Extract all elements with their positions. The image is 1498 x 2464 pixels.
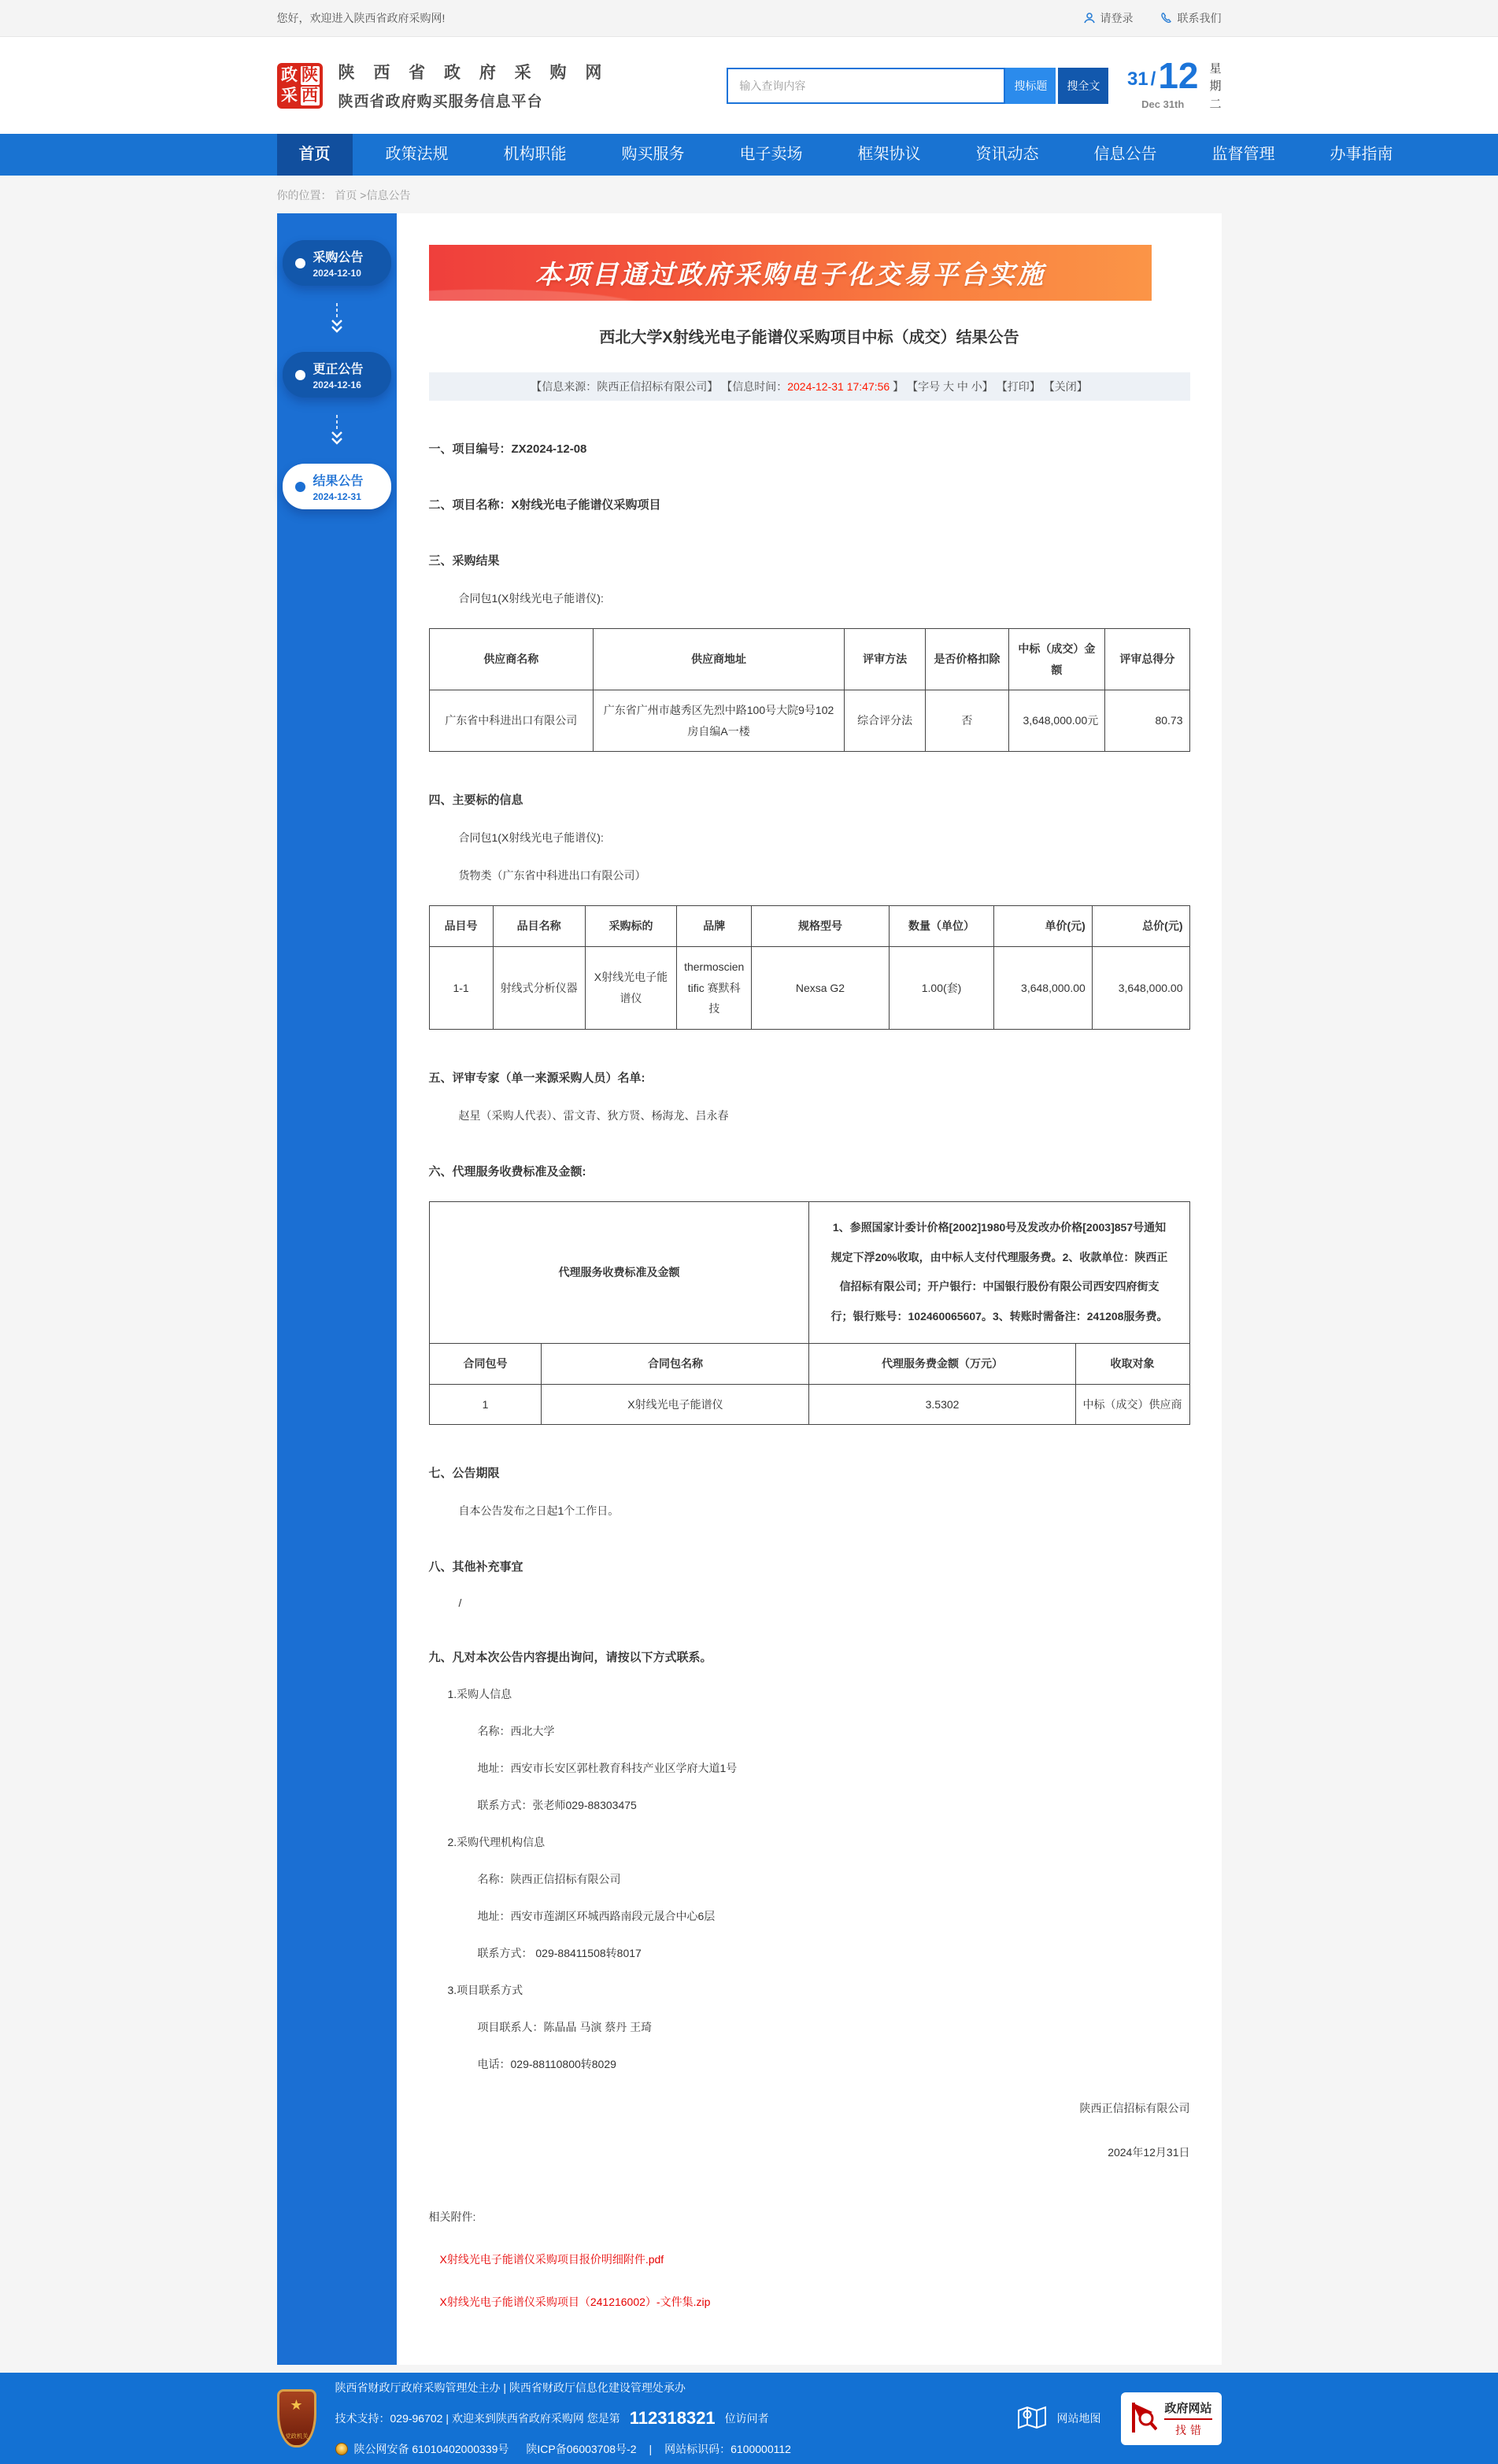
site-code: 网站标识码：6100000112: [664, 2443, 791, 2456]
table-header-row: 供应商名称 供应商地址 评审方法 是否价格扣除 中标（成交）金额 评审总得分: [429, 629, 1189, 690]
sidebar-item-correction-notice[interactable]: 更正公告 2024-12-16: [283, 352, 391, 398]
timeline-arrow-icon: [277, 286, 397, 352]
flag-magnifier-icon: [1130, 2401, 1157, 2436]
login-link[interactable]: 请登录: [1083, 10, 1134, 26]
site-name: 陕 西 省 政 府 采 购 网: [338, 64, 609, 82]
contact-line: 联系方式： 029-88411508转8017: [477, 1947, 642, 1960]
platform-banner: [429, 245, 1152, 301]
site-footer: [0, 2373, 1498, 2464]
site-titles: [338, 60, 609, 111]
table-row: 1 X射线光电子能谱仪 3.5302 中标（成交）供应商: [429, 1384, 1189, 1425]
date-day: 31: [1126, 68, 1148, 90]
section-2-heading: 二、项目名称：X射线光电子能谱仪采购项目: [428, 498, 661, 512]
police-badge-icon: [335, 2443, 348, 2455]
section-6-heading: 六、代理服务收费标准及金额:: [428, 1164, 586, 1178]
contact-link[interactable]: 联系我们: [1160, 10, 1222, 26]
logo-char: 政: [281, 66, 298, 84]
contact-line: 名称：陕西正信招标有限公司: [477, 1873, 621, 1886]
site-logo[interactable]: [277, 63, 323, 109]
nav-item-announcements[interactable]: 信息公告: [1093, 146, 1157, 163]
main-nav: [0, 134, 1498, 176]
timeline-dot: [295, 370, 305, 380]
nav-item-e-market[interactable]: 电子卖场: [739, 146, 803, 163]
contact-line: 联系方式：张老师029-88303475: [477, 1799, 637, 1812]
contact-line: 地址：西安市莲湖区环城西路南段元晟合中心6层: [477, 1910, 716, 1923]
section-1-heading: 一、项目编号：ZX2024-12-08: [428, 442, 587, 456]
search-fulltext-button[interactable]: 搜全文: [1058, 68, 1108, 104]
logo-char: 陕: [301, 66, 318, 84]
experts-list: 赵星（采购人代表）、雷文青、狄方贤、杨海龙、吕永春: [458, 1108, 729, 1122]
government-emblem-icon: ★ 党政机关: [277, 2389, 316, 2447]
breadcrumb: 你的位置： 首页 >信息公告: [276, 189, 411, 202]
contact-line: 名称：西北大学: [477, 1725, 555, 1738]
close-button[interactable]: 【关闭】: [1043, 380, 1088, 393]
section-7-heading: 七、公告期限: [428, 1467, 500, 1481]
banner-text: 本项目通过政府采购电子化交易平台实施: [534, 260, 1045, 289]
signature-date: 2024年12月31日: [1108, 2146, 1190, 2159]
find-error-badge[interactable]: 政府网站 找错: [1121, 2392, 1221, 2445]
search-title-button[interactable]: 搜标题: [1005, 68, 1056, 104]
date-block: 31 / 12 Dec 31th 星期二: [1127, 57, 1222, 114]
footer-text: [335, 2380, 791, 2457]
topbar-links: [1083, 10, 1222, 26]
map-icon: [1017, 2404, 1047, 2433]
nav-item-policies[interactable]: 政策法规: [385, 146, 449, 163]
nav-item-guide[interactable]: 办事指南: [1330, 146, 1393, 163]
meta-time: 【信息时间：2024-12-31 17:47:56 】: [721, 380, 904, 393]
welcome-text: 您好，欢迎进入陕西省政府采购网!: [276, 12, 446, 24]
footer-line-support: 技术支持：029-96702 | 欢迎来到陕西省政府采购网 您是第 112318321 位访问者: [335, 2408, 769, 2429]
contact-line: 2.采购代理机构信息: [447, 1836, 546, 1849]
breadcrumb-home-link[interactable]: 首页: [335, 189, 357, 202]
sidebar-item-result-notice[interactable]: 结果公告 2024-12-31: [283, 464, 391, 509]
article-main: [397, 213, 1222, 2365]
table-header-row: 品目号 品目名称 采购标的 品牌 规格型号 数量（单位） 单价(元) 总价(元): [429, 906, 1189, 947]
font-size-control[interactable]: 【字号 大 中 小】: [907, 380, 993, 393]
nav-item-purchase-services[interactable]: 购买服务: [621, 146, 685, 163]
nav-item-home[interactable]: 首页: [277, 134, 353, 176]
meta-bar: [429, 372, 1190, 401]
contact-line: 电话：029-88110800转8029: [477, 2058, 616, 2071]
site-subtitle: 陕西省政府购买服务信息平台: [338, 94, 543, 110]
nav-item-supervision[interactable]: 监督管理: [1211, 146, 1275, 163]
timeline-dot: [295, 482, 305, 492]
fee-standard-row: 代理服务收费标准及金额 1、参照国家计委计价格[2002]1980号及发改办价格[2003]857号通知规定下浮20%收取，由中标人支付代理服务费。2、收款单位：陕西正信招标有限公司；开户银行：中国银行股份有限公司西安四府街支行；银行账号：102460065607。3、转账时需备注：241208服务费。: [429, 1201, 1189, 1343]
attachment-zip-link[interactable]: X射线光电子能谱仪采购项目（241216002）-文件集.zip: [439, 2296, 711, 2309]
section-3-heading: 三、采购结果: [428, 554, 500, 568]
section-8-heading: 八、其他补充事宜: [428, 1560, 523, 1574]
nav-item-news[interactable]: 资讯动态: [975, 146, 1039, 163]
visitor-count: 112318321: [629, 2408, 716, 2429]
phone-icon: [1160, 12, 1173, 24]
section-5-heading: 五、评审专家（单一来源采购人员）名单:: [428, 1071, 645, 1085]
meta-source: 【信息来源：陕西正信招标有限公司】: [531, 380, 719, 393]
date-month: 12: [1158, 54, 1199, 96]
result-table: [429, 628, 1190, 752]
site-header: [0, 37, 1498, 134]
breadcrumb-current[interactable]: 信息公告: [366, 189, 411, 202]
topbar: [0, 0, 1498, 37]
announcement-title: 西北大学X射线光电子能谱仪采购项目中标（成交）结果公告: [599, 329, 1019, 346]
fee-table: [429, 1201, 1190, 1425]
section-4-heading: 四、主要标的信息: [428, 794, 523, 808]
contract-package-line: 合同包1(X射线光电子能谱仪):: [458, 831, 604, 845]
search-input[interactable]: [727, 68, 1005, 104]
search-area: [727, 68, 1108, 104]
logo-char: 西: [301, 87, 318, 105]
sidebar-item-procurement-notice[interactable]: 采购公告 2024-12-10: [283, 240, 391, 286]
table-row: 1-1 射线式分析仪器 X射线光电子能谱仪 thermoscientific 赛默科技 Nexsa G2 1.00(套) 3,648,000.00 3,648,000.00: [429, 946, 1189, 1029]
sitemap-link[interactable]: 网站地图: [1017, 2404, 1100, 2433]
timeline-arrow-icon: [277, 398, 397, 464]
contract-package-line: 合同包1(X射线光电子能谱仪):: [458, 592, 604, 605]
nav-item-framework[interactable]: 框架协议: [857, 146, 921, 163]
contact-line: 项目联系人：陈晶晶 马演 蔡丹 王琦: [477, 2021, 653, 2034]
items-table: [429, 905, 1190, 1029]
attachment-pdf-link[interactable]: X射线光电子能谱仪采购项目报价明细附件.pdf: [439, 2253, 664, 2266]
contact-line: 1.采购人信息: [447, 1688, 512, 1701]
attachments-label: 相关附件:: [428, 2211, 476, 2224]
footer-line-beian: 陕公网安备 61010402000339号 陕ICP备06003708号-2 | 网站标识码：6100000112: [335, 2441, 791, 2457]
user-icon: [1083, 12, 1096, 24]
print-button[interactable]: 【打印】: [996, 380, 1041, 393]
contact-line: 地址：西安市长安区郭杜教育科技产业区学府大道1号: [477, 1762, 738, 1775]
goods-category-line: 货物类（广东省中科进出口有限公司）: [458, 869, 646, 882]
content-wrap: [0, 176, 1498, 2373]
date-english: Dec 31th: [1141, 98, 1185, 110]
date-weekday: 星期二: [1209, 61, 1222, 111]
timeline-dot: [295, 258, 305, 268]
table-row: 广东省中科进出口有限公司 广东省广州市越秀区先烈中路100号大院9号102房自编A一楼 综合评分法 否 3,648,000.00元 80.73: [429, 690, 1189, 752]
signature-company: 陕西正信招标有限公司: [1079, 2102, 1190, 2115]
notice-period-text: 自本公告发布之日起1个工作日。: [458, 1504, 620, 1518]
footer-line-organizer: 陕西省财政厅政府采购管理处主办 | 陕西省财政厅信息化建设管理处承办: [335, 2381, 686, 2395]
table-header-row: 合同包号 合同包名称 代理服务费金额（万元） 收取对象: [429, 1343, 1189, 1384]
contact-line: 3.项目联系方式: [447, 1984, 523, 1997]
nav-item-functions[interactable]: 机构职能: [503, 146, 567, 163]
icp-record-number[interactable]: 陕ICP备06003708号-2: [526, 2443, 637, 2456]
section-9-heading: 九、凡对本次公告内容提出询问，请按以下方式联系。: [428, 1651, 712, 1665]
supplement-text: /: [458, 1596, 462, 1610]
timeline-sidebar: [277, 213, 397, 2365]
logo-char: 采: [281, 87, 298, 105]
police-record-number[interactable]: 陕公网安备 61010402000339号: [353, 2443, 509, 2456]
